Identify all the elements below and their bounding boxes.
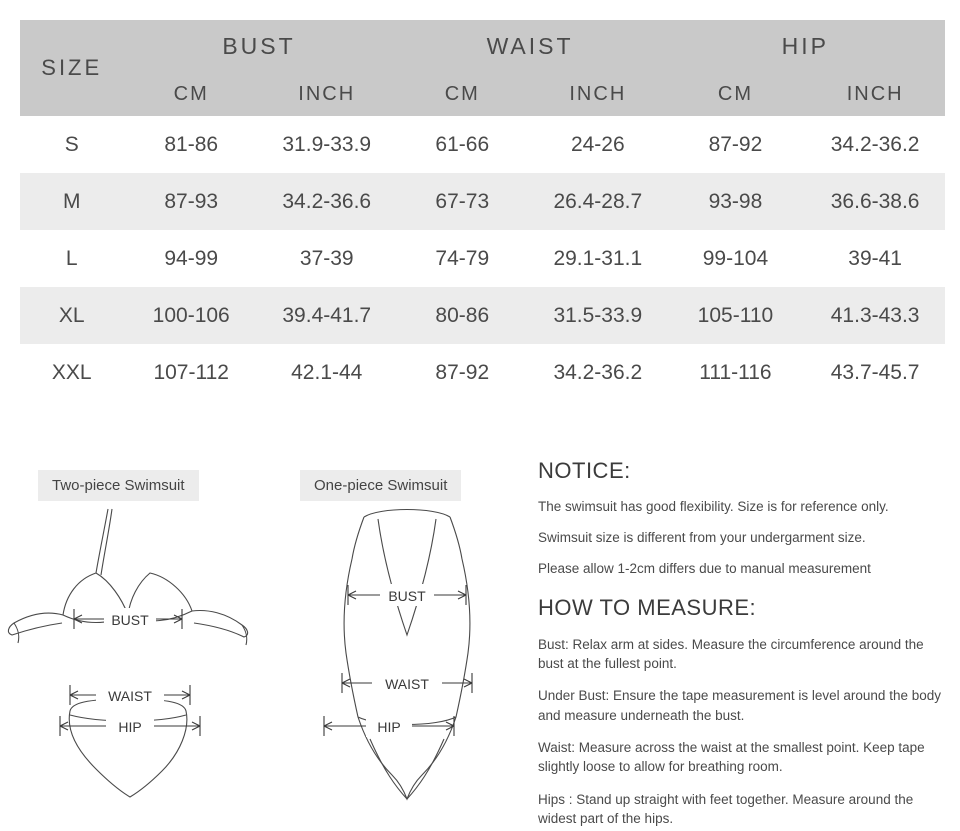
table-row	[20, 230, 945, 287]
notice-column	[538, 458, 948, 831]
cell-bust-inch: 39.4-41.7	[259, 287, 395, 344]
measure-line: Waist: Measure across the waist at the smallest point. Keep tape slightly loose to allow for breathing room.	[538, 740, 925, 775]
header-unit-hip-inch: INCH	[805, 72, 945, 116]
cell-bust-inch: 37-39	[259, 230, 395, 287]
header-unit-bust-inch: INCH	[259, 72, 395, 116]
cell-waist-cm: 67-73	[395, 173, 531, 230]
cell-bust-inch: 42.1-44	[259, 344, 395, 401]
two-piece-bust-dim: BUST	[111, 612, 149, 628]
cell-hip-inch: 36.6-38.6	[805, 173, 945, 230]
cell-bust-cm: 87-93	[123, 173, 259, 230]
cell-hip-cm: 105-110	[666, 287, 806, 344]
table-row	[20, 173, 945, 230]
cell-hip-cm: 93-98	[666, 173, 806, 230]
table-header-units	[20, 72, 945, 116]
how-to-measure-title: HOW TO MEASURE:	[538, 595, 757, 621]
size-table	[20, 20, 945, 401]
header-unit-waist-cm: CM	[395, 72, 531, 116]
two-piece-waist-dim: WAIST	[108, 688, 152, 704]
header-unit-bust-cm: CM	[123, 72, 259, 116]
table-row	[20, 287, 945, 344]
two-piece-diagram	[0, 503, 265, 818]
header-unit-hip-cm: CM	[666, 72, 806, 116]
lower-panel	[0, 448, 960, 831]
cell-waist-cm: 87-92	[395, 344, 531, 401]
notice-line: Swimsuit size is different from your undergarment size.	[538, 529, 866, 545]
row-size-label: XL	[20, 287, 123, 344]
row-size-label: XXL	[20, 344, 123, 401]
notice-line: The swimsuit has good flexibility. Size is for reference only.	[538, 498, 889, 514]
cell-bust-cm: 81-86	[123, 116, 259, 173]
table-row	[20, 344, 945, 401]
one-piece-label: One-piece Swimsuit	[300, 470, 461, 501]
cell-bust-cm: 100-106	[123, 287, 259, 344]
header-group-waist: WAIST	[395, 20, 666, 72]
one-piece-bust-dim: BUST	[388, 588, 426, 604]
cell-hip-cm: 111-116	[666, 344, 806, 401]
header-group-bust: BUST	[123, 20, 394, 72]
header-unit-waist-inch: INCH	[530, 72, 666, 116]
cell-hip-inch: 34.2-36.2	[805, 116, 945, 173]
cell-waist-inch: 31.5-33.9	[530, 287, 666, 344]
one-piece-hip-dim: HIP	[377, 719, 401, 735]
row-size-label: S	[20, 116, 123, 173]
cell-bust-cm: 107-112	[123, 344, 259, 401]
two-piece-hip-dim: HIP	[118, 719, 142, 735]
row-size-label: M	[20, 173, 123, 230]
measure-line: Under Bust: Ensure the tape measurement is level around the body and measure underneath the bust.	[538, 688, 941, 723]
cell-bust-inch: 34.2-36.6	[259, 173, 395, 230]
one-piece-waist-dim: WAIST	[385, 676, 429, 692]
cell-waist-cm: 74-79	[395, 230, 531, 287]
cell-waist-inch: 24-26	[530, 116, 666, 173]
cell-hip-inch: 39-41	[805, 230, 945, 287]
cell-hip-inch: 43.7-45.7	[805, 344, 945, 401]
cell-waist-cm: 61-66	[395, 116, 531, 173]
notice-title: NOTICE:	[538, 458, 631, 483]
cell-waist-inch: 29.1-31.1	[530, 230, 666, 287]
one-piece-diagram	[292, 503, 522, 818]
size-table-container	[20, 20, 945, 401]
cell-bust-cm: 94-99	[123, 230, 259, 287]
cell-hip-cm: 99-104	[666, 230, 806, 287]
header-size: SIZE	[20, 20, 123, 116]
cell-bust-inch: 31.9-33.9	[259, 116, 395, 173]
measure-line: Hips : Stand up straight with feet together. Measure around the widest part of the hips.	[538, 792, 914, 827]
cell-waist-cm: 80-86	[395, 287, 531, 344]
measure-line: Bust: Relax arm at sides. Measure the circumference around the bust at the fullest point.	[538, 636, 924, 671]
cell-waist-inch: 26.4-28.7	[530, 173, 666, 230]
table-row	[20, 116, 945, 173]
table-header-groups	[20, 20, 945, 72]
notice-line: Please allow 1-2cm differs due to manual measurement	[538, 560, 871, 576]
two-piece-label: Two-piece Swimsuit	[38, 470, 199, 501]
cell-waist-inch: 34.2-36.2	[530, 344, 666, 401]
cell-hip-inch: 41.3-43.3	[805, 287, 945, 344]
header-group-hip: HIP	[666, 20, 945, 72]
cell-hip-cm: 87-92	[666, 116, 806, 173]
row-size-label: L	[20, 230, 123, 287]
